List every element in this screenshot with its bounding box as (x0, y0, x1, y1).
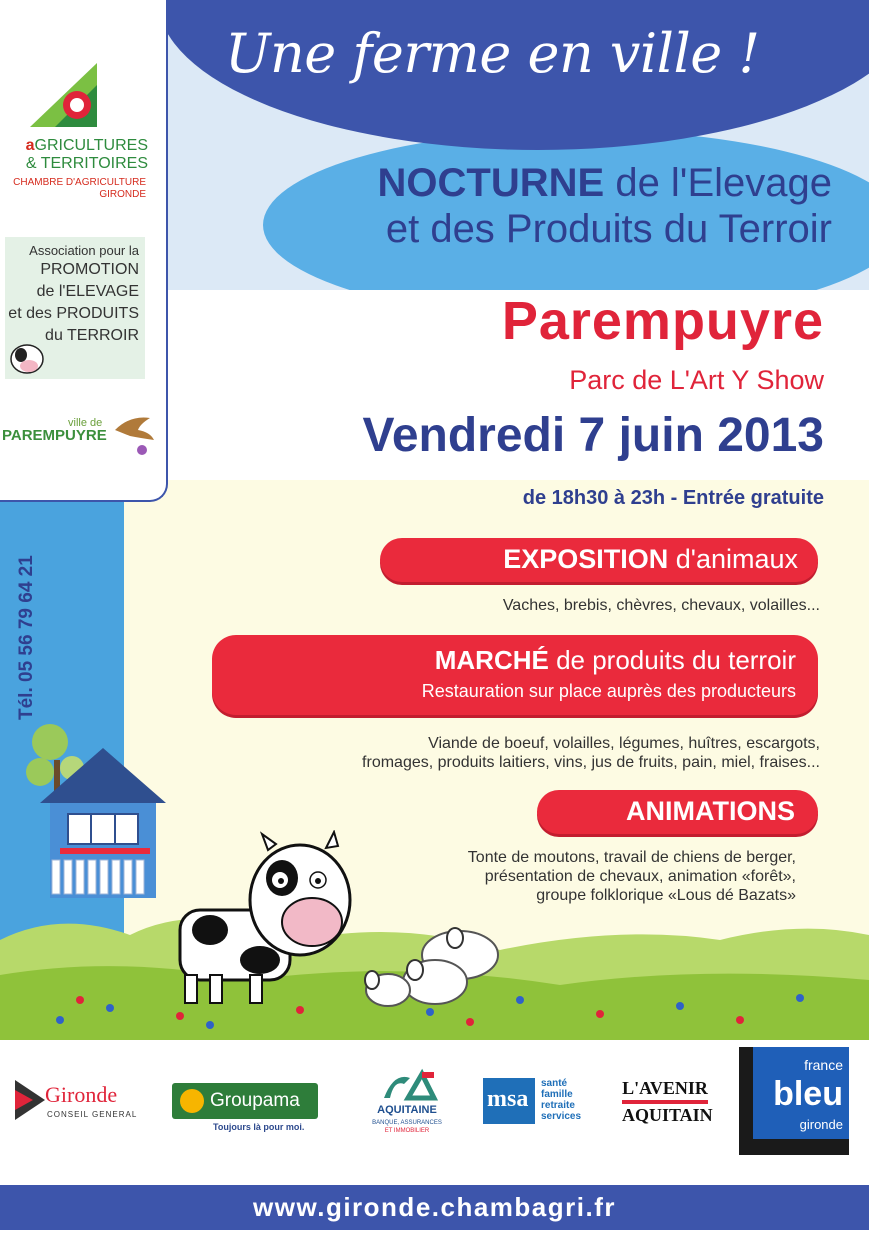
groupama-tagline: Toujours là pour moi. (213, 1122, 305, 1132)
chambre-text: CHAMBRE D'AGRICULTURE (13, 177, 146, 188)
animations-title: ANIMATIONS (626, 796, 795, 826)
marche-description (220, 734, 820, 772)
venue-name: Parc de L'Art Y Show (569, 365, 824, 395)
assoc-line3: de l'ELEVAGE (36, 283, 139, 300)
gironde-logo-icon (15, 1080, 45, 1120)
credit-agricole-sub1: BANQUE, ASSURANCES (372, 1120, 442, 1126)
agricultures-logo-icon (25, 55, 105, 135)
association-logo (5, 237, 145, 379)
marche-title (212, 645, 796, 676)
marche-rest: de produits du terroir (548, 645, 796, 675)
marche-desc-line2: fromages, produits laitiers, vins, jus de fruits, pain, miel, fraises... (362, 754, 820, 771)
anim-desc-line3: groupe folklorique «Lous dé Bazats» (536, 887, 796, 904)
msa-services (541, 1078, 581, 1122)
event-date: Vendredi 7 juin 2013 (362, 409, 824, 462)
france-bleu-line1: france (804, 1057, 843, 1073)
assoc-line4: et des PRODUITS (8, 305, 139, 322)
avenir-line1: L'AVENIR (622, 1078, 708, 1098)
groupama-name: Groupama (210, 1090, 300, 1111)
marche-subtitle: Restauration sur place auprès des producteurs (421, 681, 796, 701)
assoc-line5: du TERROIR (45, 327, 139, 344)
exposition-title (380, 544, 798, 575)
parempuyre-logo-text: PAREMPUYRE (2, 427, 107, 444)
groupama-sun-icon (180, 1089, 204, 1113)
sheep-icon (360, 920, 510, 1015)
cow-head-icon (5, 333, 49, 377)
marche-desc-line1: Viande de boeuf, volailles, légumes, huîtres, escargots, (428, 735, 820, 752)
france-bleu-line3: gironde (799, 1117, 843, 1132)
event-name (232, 160, 832, 252)
msa-line3: retraite (541, 1100, 575, 1111)
assoc-line1: Association pour la (29, 243, 139, 258)
marche-strong: MARCHÉ (434, 645, 549, 675)
groupama-logo (172, 1083, 318, 1119)
credit-agricole-icon (364, 1068, 450, 1104)
territoires-text: & TERRITOIRES (25, 155, 148, 172)
france-bleu-logo (739, 1047, 849, 1155)
bird-icon (110, 410, 160, 460)
house-icon (40, 748, 166, 898)
event-name-rest: de l'Elevage (604, 161, 832, 205)
ville-de-text: ville de (68, 417, 103, 429)
gironde-sub: CONSEIL GENERAL (47, 1110, 138, 1119)
website-url[interactable]: www.gironde.chambagri.fr (253, 1192, 616, 1222)
telephone-number: Tél. 05 56 79 64 21 (16, 555, 37, 720)
credit-agricole-logo (364, 1068, 450, 1148)
agricultures-word: GRICULTURES (34, 137, 148, 154)
event-name-strong: NOCTURNE (377, 161, 605, 205)
france-bleu-panel (753, 1047, 849, 1139)
msa-logo-icon: msa (483, 1078, 535, 1124)
credit-agricole-name: AQUITAINE (377, 1104, 437, 1116)
avenir-aquitain-logo (622, 1078, 713, 1126)
gironde-logo (15, 1080, 138, 1125)
anim-desc-line2: présentation de chevaux, animation «forêt», (484, 868, 796, 885)
gironde-text: GIRONDE (99, 189, 146, 200)
exposition-strong: EXPOSITION (503, 544, 669, 574)
credit-agricole-sub2: ET IMMOBILIER (384, 1128, 430, 1134)
avenir-line2: AQUITAIN (622, 1105, 713, 1125)
msa-line1: santé (541, 1078, 568, 1089)
poster-title: Une ferme en ville ! (225, 22, 760, 85)
event-hours: de 18h30 à 23h - Entrée gratuite (522, 487, 824, 509)
agricultures-text (8, 137, 148, 155)
msa-line2: famille (541, 1089, 573, 1100)
event-name-line2: et des Produits du Terroir (385, 207, 832, 251)
cow-icon (150, 830, 360, 1010)
city-name: Parempuyre (501, 291, 824, 351)
msa-line4: services (541, 1111, 582, 1122)
france-bleu-line2: bleu (773, 1075, 843, 1113)
exposition-description: Vaches, brebis, chèvres, chevaux, volailles... (502, 597, 820, 614)
anim-desc-line1: Tonte de moutons, travail de chiens de berger, (467, 849, 796, 866)
agricultures-a: a (25, 137, 35, 154)
gironde-text-logo: Gironde (45, 1082, 118, 1107)
assoc-line2: PROMOTION (40, 261, 139, 278)
exposition-rest: d'animaux (668, 544, 798, 574)
